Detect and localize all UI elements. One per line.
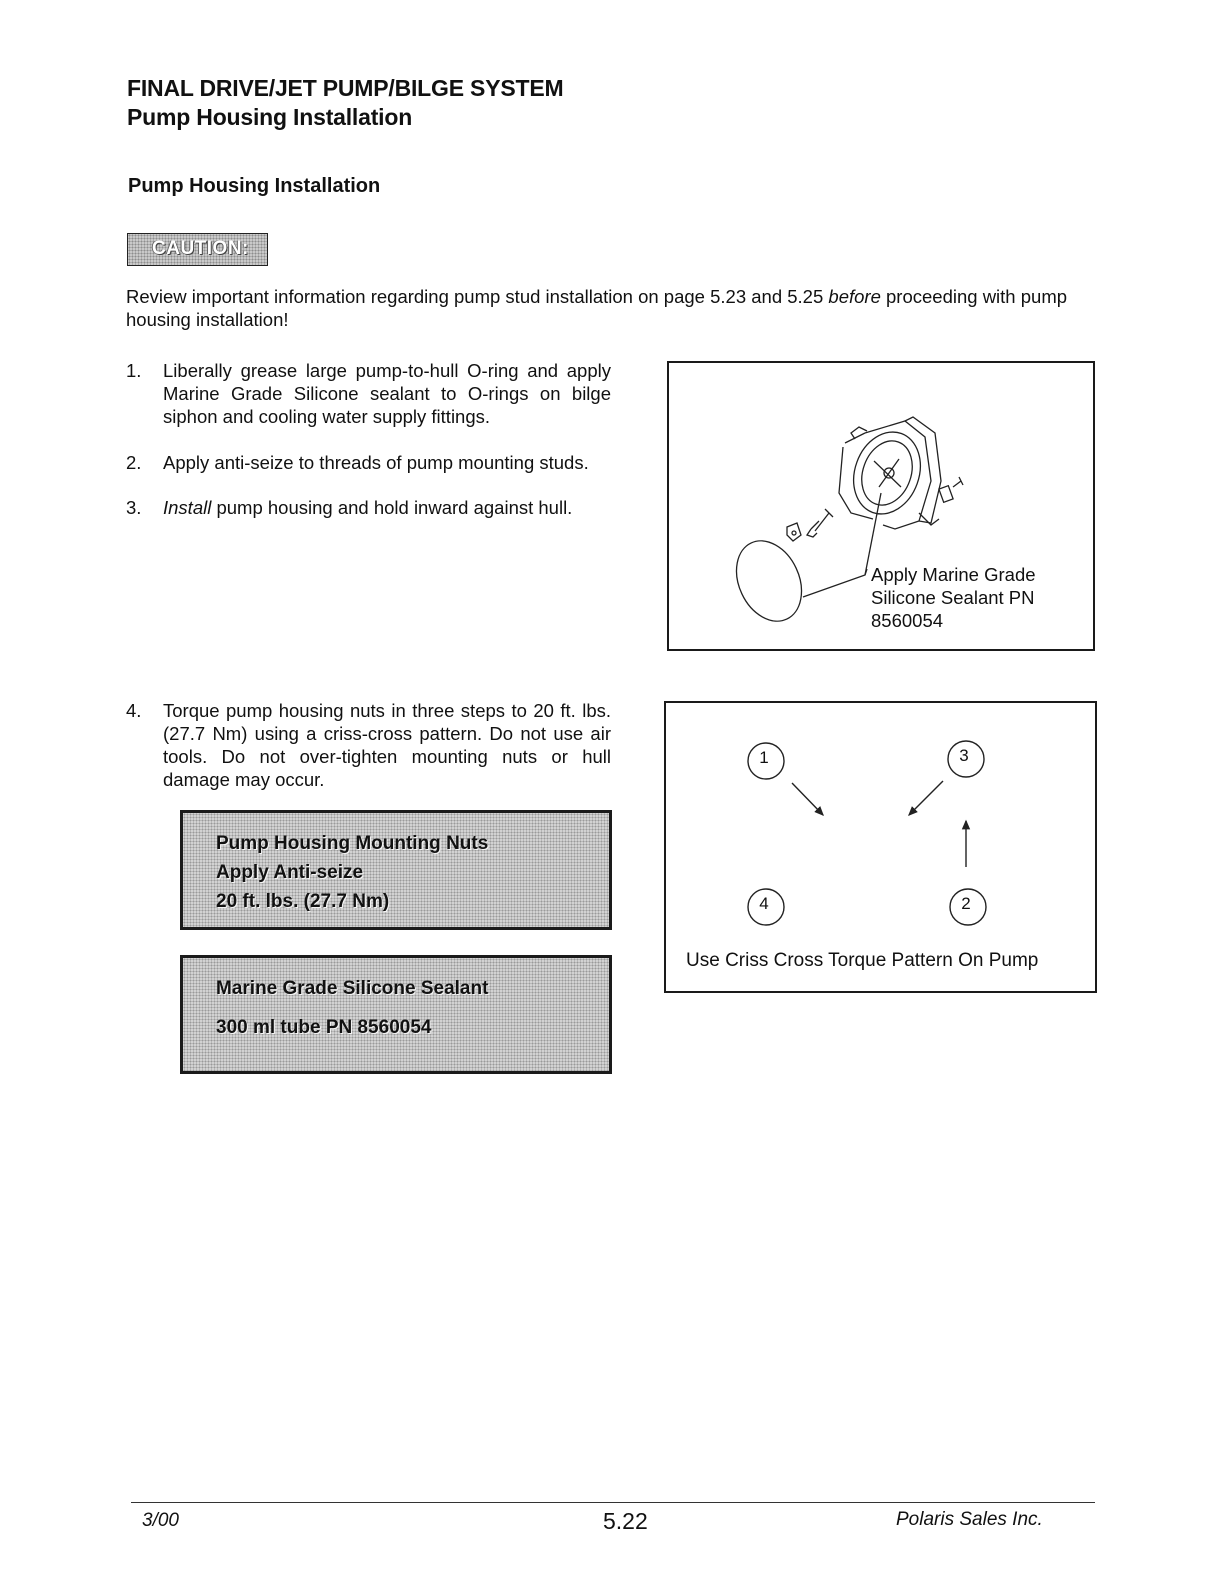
bolt-number: 2 <box>961 894 971 913</box>
caution-emphasis: before <box>828 286 881 307</box>
spec-line: Marine Grade Silicone Sealant <box>216 978 489 999</box>
spec-line: Apply Anti-seize <box>216 862 364 883</box>
leader-line <box>803 569 867 597</box>
step-text: Torque pump housing nuts in three steps to 20 ft. lbs. (27.7 Nm) using a criss-cross pattern. Do not use air tools. Do not over-tighten mounting nuts or hull damage may occur. <box>163 700 611 790</box>
spec-line: 20 ft. lbs. (27.7 Nm) <box>216 891 390 912</box>
step-number: 1. <box>126 360 142 381</box>
step-verb: Install <box>163 497 212 518</box>
step-text: pump housing and hold inward against hull. <box>211 497 573 518</box>
pump-housing-icon <box>839 417 941 529</box>
stud-icon <box>807 509 833 537</box>
bolt-number: 4 <box>759 894 769 913</box>
step-item <box>126 359 611 428</box>
spec-line: 300 ml tube PN 8560054 <box>216 1017 432 1038</box>
page-header <box>127 74 563 132</box>
step-item <box>126 699 611 791</box>
caution-text-after: proceeding with pump housing installation! <box>126 286 1068 330</box>
step-number: 3. <box>126 497 142 518</box>
fitting-icon <box>939 477 963 502</box>
footer-publisher: Polaris Sales Inc. <box>896 1509 1043 1530</box>
step-number: 2. <box>126 452 142 473</box>
step-list-1 <box>126 359 611 428</box>
bolt-number: 1 <box>759 748 769 767</box>
arrow-icon <box>792 783 823 815</box>
section-title: FINAL DRIVE/JET PUMP/BILGE SYSTEM <box>127 75 564 101</box>
spec-line: Pump Housing Mounting Nuts <box>216 833 489 854</box>
bolt-number: 3 <box>959 746 969 765</box>
step-number: 4. <box>126 700 142 721</box>
sealant-spec-box <box>180 955 612 1074</box>
o-ring-icon <box>724 530 814 631</box>
torque-pattern-caption: Use Criss Cross Torque Pattern On Pump <box>686 950 1039 971</box>
step-list-3 <box>126 496 611 519</box>
footer-divider <box>131 1502 1095 1503</box>
subheading: Pump Housing Installation <box>128 175 381 197</box>
caution-text <box>126 285 1111 331</box>
step-text: Apply anti-seize to threads of pump mounting studs. <box>163 452 589 473</box>
torque-pattern-diagram <box>666 703 1095 991</box>
step-list-4 <box>126 699 611 791</box>
step-item <box>126 451 611 474</box>
caution-badge: CAUTION: <box>127 233 268 266</box>
topic-title: Pump Housing Installation <box>127 104 413 130</box>
sealant-callout: Apply Marine Grade Silicone Sealant PN 8560054 <box>871 564 1036 631</box>
caution-text-before: Review important information regarding pump stud installation on page 5.23 and 5.25 <box>126 286 829 307</box>
step-item <box>126 496 611 519</box>
torque-spec-box <box>180 810 612 930</box>
fitting-icon <box>787 523 801 541</box>
step-text: Liberally grease large pump-to-hull O-ring and apply Marine Grade Silicone sealant to O-rings on bilge siphon and cooling water supply fittings. <box>163 360 611 427</box>
footer-date: 3/00 <box>142 1510 179 1531</box>
step-list-2 <box>126 451 611 474</box>
arrow-icon <box>909 781 943 815</box>
page-number: 5.22 <box>603 1508 648 1534</box>
